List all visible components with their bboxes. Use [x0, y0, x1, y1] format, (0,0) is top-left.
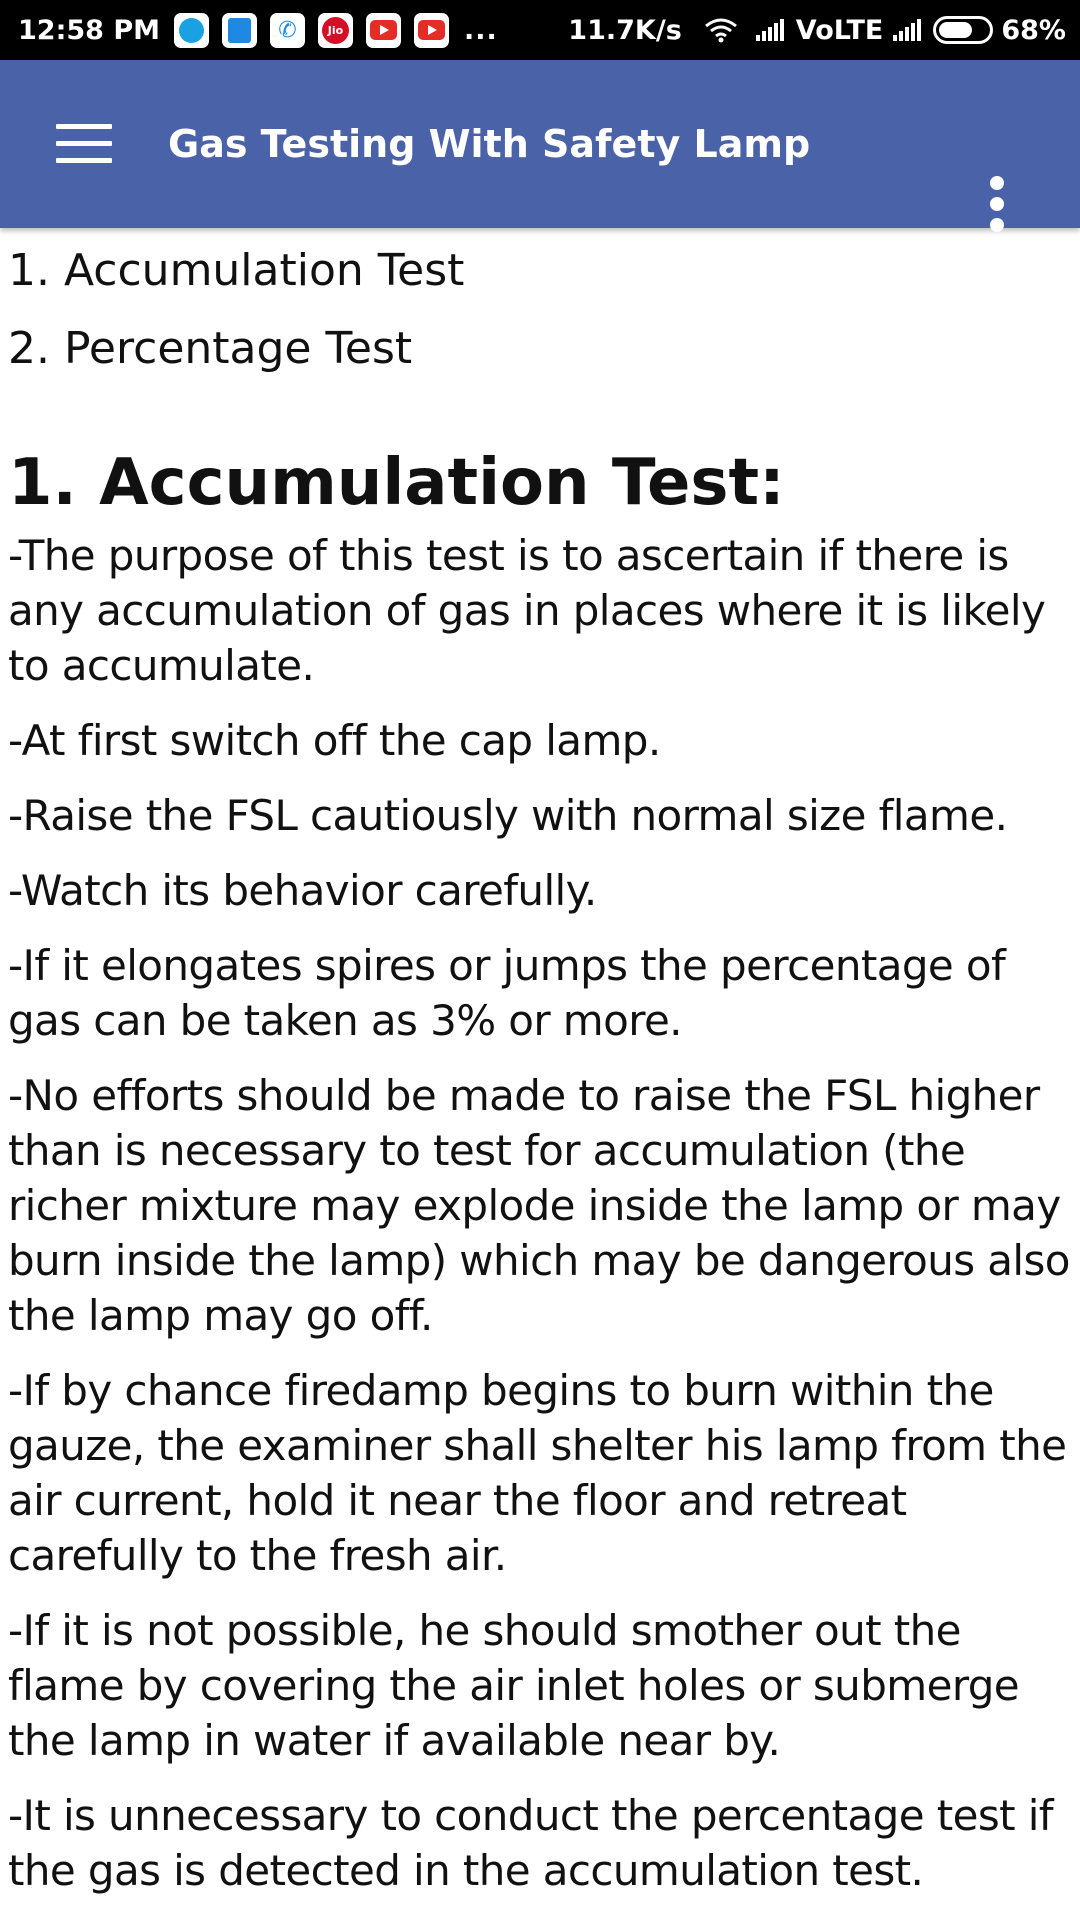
status-time: 12:58 PM: [18, 14, 161, 46]
battery-icon: [933, 16, 993, 44]
section-body: [8, 528, 1074, 1898]
signal-icon: [893, 19, 923, 41]
volte-label: VoLTE: [795, 14, 884, 46]
wifi-icon: [704, 17, 738, 43]
status-bar: [0, 0, 1080, 60]
network-speed: 11.7K/s: [568, 14, 682, 46]
toc-link-accumulation[interactable]: 1. Accumulation Test: [8, 245, 465, 296]
hamburger-menu-icon[interactable]: [56, 124, 112, 164]
section-heading: 1. Accumulation Test:: [8, 446, 785, 520]
phone-icon: ✆: [270, 13, 305, 48]
paragraph: -At first switch off the cap lamp.: [8, 716, 661, 765]
paragraph: -The purpose of this test is to ascertain if there is any accumulation of gas in places where it is likely to accumulate.: [8, 531, 1046, 690]
notification-icons: [174, 13, 462, 48]
files-icon: [222, 13, 257, 48]
paragraph: -If it is not possible, he should smother out the flame by covering the air inlet holes or submerge the lamp in water if available near by.: [8, 1606, 1020, 1765]
paragraph: -It is unnecessary to conduct the percentage test if the gas is detected in the accumulation test.: [8, 1791, 1053, 1895]
youtube-icon: [414, 13, 449, 48]
toc-link-percentage[interactable]: 2. Percentage Test: [8, 323, 413, 374]
more-notifications-icon: ...: [464, 14, 498, 46]
signal-icon: [756, 19, 786, 41]
app-bar: [0, 60, 1080, 228]
paragraph: -If it elongates spires or jumps the percentage of gas can be taken as 3% or more.: [8, 941, 1006, 1045]
page-title: Gas Testing With Safety Lamp: [168, 122, 811, 166]
messages-icon: [174, 13, 209, 48]
jio-icon: Jio: [318, 13, 353, 48]
paragraph: -Raise the FSL cautiously with normal size flame.: [8, 791, 1008, 840]
paragraph: -If by chance firedamp begins to burn within the gauze, the examiner shall shelter his lamp from the air current, hold it near the floor and retreat carefully to the fresh air.: [8, 1366, 1067, 1580]
youtube-icon: [366, 13, 401, 48]
article-content: [8, 228, 1074, 1918]
overflow-menu-icon[interactable]: [984, 176, 1010, 232]
paragraph: -Watch its behavior carefully.: [8, 866, 597, 915]
paragraph: -No efforts should be made to raise the FSL higher than is necessary to test for accumulation (the richer mixture may explode inside the lamp or may burn inside the lamp) which may be dangerous also the lamp may go off.: [8, 1071, 1070, 1340]
battery-percent: 68%: [1001, 14, 1066, 46]
